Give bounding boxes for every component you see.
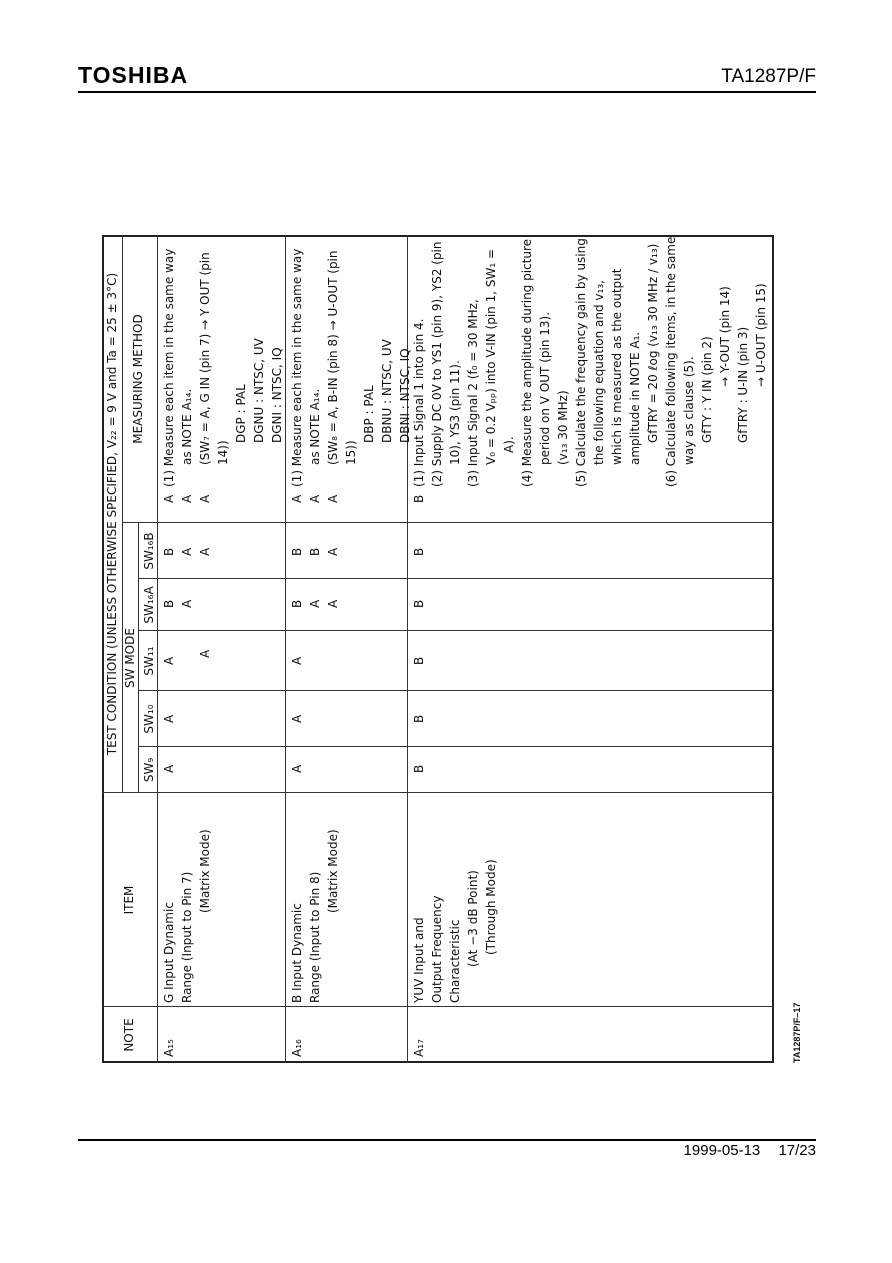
method-a17-7: (4) Measure the amplitude during picture [520, 238, 534, 487]
test-condition-header: TEST CONDITION (UNLESS OTHERWISE SPECIFIED, V₂₂ = 9 V and Ta = 25 ± 3°C) [105, 272, 119, 756]
method-a17-3: 10), YS3 (pin 11). [448, 360, 462, 465]
method-a15-4: 14)) [216, 440, 230, 465]
method-a17-19: GfTRY : U-IN (pin 3) [736, 326, 750, 443]
sw16b-a15-2: A [180, 547, 194, 556]
method-a17-14: GfTRY = 20 ℓog (v₁₃ 30 MHz / v₁₃) [646, 243, 660, 443]
col-note-divider [102, 1006, 774, 1007]
method-a17-10: (5) Calculate the frequency gain by using [574, 238, 588, 487]
toshiba-logo: TOSHIBA [78, 62, 189, 88]
sw16b-a16-3: A [326, 547, 340, 556]
item-a16-line1: B Input Dynamic [290, 903, 304, 1003]
method-a17-17: GfTY : Y IN (pin 2) [700, 336, 714, 443]
note-header: NOTE [122, 1018, 136, 1052]
sw16c-a16-1: A [290, 494, 304, 503]
sw16c-a15-3: A [198, 494, 212, 503]
col-swmode-divider [122, 522, 774, 523]
part-number: TA1287P/F [721, 66, 816, 87]
sw16a-a16-2: A [308, 599, 322, 608]
sw10-header: SW₁₀ [142, 704, 156, 734]
footer-rule [78, 1139, 816, 1141]
method-a15-7: DGNI : NTSC, IQ [270, 347, 284, 443]
sw16c-a17: B [412, 494, 426, 503]
footer-date: 1999-05-13 [683, 1142, 761, 1159]
sw9-a16: A [290, 764, 304, 773]
method-a17-2: (2) Supply DC 0V to YS1 (pin 9), YS2 (pin [430, 241, 444, 487]
method-a16-2: as NOTE A₁₄. [308, 388, 322, 465]
method-a17-5: V₀ = 0.2 Vₚₚ) into V-IN (pin 1, SW₁ = [484, 248, 498, 465]
sw16b-a15-1: B [162, 547, 176, 556]
sw9-a17: B [412, 764, 426, 773]
sw10-a16: A [290, 714, 304, 723]
method-a17-9: (v₁₃ 30 MHz) [556, 390, 570, 465]
method-a17-12: which is measured as the output [610, 268, 624, 465]
header-rule [78, 91, 816, 93]
sw16c-a15-2: A [180, 494, 194, 503]
sw16c-a16-3: A [326, 494, 340, 503]
method-a17-13: amplitude in NOTE A₁. [628, 331, 642, 465]
sw16c-a15-1: A [162, 494, 176, 503]
sw10-a15: A [162, 714, 176, 723]
method-a16-5: DBP : PAL [362, 385, 376, 443]
sw11-a15: A [162, 656, 176, 665]
method-a16-7: DBNI : NTSC, IQ [398, 348, 412, 443]
sw11-header: SW₁₁ [142, 646, 156, 676]
measuring-method-header: MEASURING METHOD [131, 314, 145, 444]
sw16a-a15-1: B [162, 599, 176, 608]
sw16a-a16-3: A [326, 599, 340, 608]
sw16b-a17: B [412, 547, 426, 556]
method-a15-3: (SW₇ = A, G IN (pin 7) → Y OUT (pin [198, 252, 212, 465]
sw16a-a16-1: B [290, 599, 304, 608]
item-a15-line3: (Matrix Mode) [198, 829, 212, 913]
test-condition-table [102, 235, 774, 1063]
method-a15-1: (1) Measure each item in the same way [162, 248, 176, 487]
method-a17-1: (1) Input Signal 1 into pin 4. [412, 318, 426, 487]
item-a17-line2: Output Frequency [430, 895, 444, 1003]
item-a17-line4: (At −3 dB Point) [466, 870, 480, 967]
sw16a-a15-3: A [198, 649, 212, 658]
item-a15-line2: Range (Input to Pin 7) [180, 871, 194, 1003]
sw9-a15: A [162, 764, 176, 773]
method-a17-18: → Y-OUT (pin 14) [718, 286, 732, 387]
method-a17-11: the following equation and v₁₃, [592, 280, 606, 465]
item-a17-line1: YUV Input and [412, 917, 426, 1003]
col-sw10-divider [138, 690, 774, 691]
method-a17-6: A). [502, 436, 516, 453]
sw16a-header: SW₁₆A [142, 586, 156, 624]
method-a15-5: DGP : PAL [234, 384, 248, 443]
method-a16-3: (SW₈ = A, B-IN (pin 8) → U-OUT (pin [326, 250, 340, 465]
sw-mode-header: SW MODE [123, 628, 137, 688]
sw16a-a17: B [412, 599, 426, 608]
method-a16-1: (1) Measure each item in the same way [290, 248, 304, 487]
footer [670, 1142, 816, 1159]
col-item-divider [102, 792, 774, 793]
sw16b-a16-1: B [290, 547, 304, 556]
page-side-label: TA1287P/F–17 [792, 1002, 802, 1063]
sw16c-a16-2: A [308, 494, 322, 503]
method-a17-15: (6) Calculate following items, in the same [664, 236, 678, 487]
col-sw11-divider [138, 630, 774, 631]
sw16b-a16-2: B [308, 547, 322, 556]
item-a17-line3: Characteristic [448, 919, 462, 1003]
note-a15: A₁₅ [162, 1039, 176, 1057]
method-a16-6: DBNU : NTSC, UV [380, 339, 394, 443]
col-sw9-divider [138, 746, 774, 747]
sw9-header: SW₉ [142, 757, 156, 783]
item-header: ITEM [122, 885, 136, 915]
sw10-a17: B [412, 714, 426, 723]
method-a15-2: as NOTE A₁₄. [180, 388, 194, 465]
method-a17-8: period on V OUT (pin 13). [538, 311, 552, 465]
item-a16-line3: (Matrix Mode) [326, 829, 340, 913]
method-a17-4: (3) Input Signal 2 (f₀ = 30 MHz, [466, 299, 480, 487]
method-a16-4: 15)) [344, 440, 358, 465]
item-a16-line2: Range (Input to Pin 8) [308, 871, 322, 1003]
sw11-a17: B [412, 656, 426, 665]
footer-page: 17/23 [778, 1142, 816, 1159]
method-a17-16: way as clause (5). [682, 356, 696, 465]
item-a15-line1: G Input Dynamic [162, 902, 176, 1003]
item-a17-line5: (Through Mode) [484, 859, 498, 955]
note-a17: A₁₇ [412, 1039, 426, 1057]
sw16b-header: SW₁₆B [142, 532, 156, 570]
method-a17-20: → U-OUT (pin 15) [754, 283, 768, 387]
sw16b-a15-3: A [198, 547, 212, 556]
note-a16: A₁₆ [290, 1039, 304, 1057]
sw11-a16: A [290, 656, 304, 665]
sw16a-a15-2: A [180, 599, 194, 608]
method-a15-6: DGNU : NTSC, UV [252, 338, 266, 443]
col-sw16a-divider [138, 578, 774, 579]
